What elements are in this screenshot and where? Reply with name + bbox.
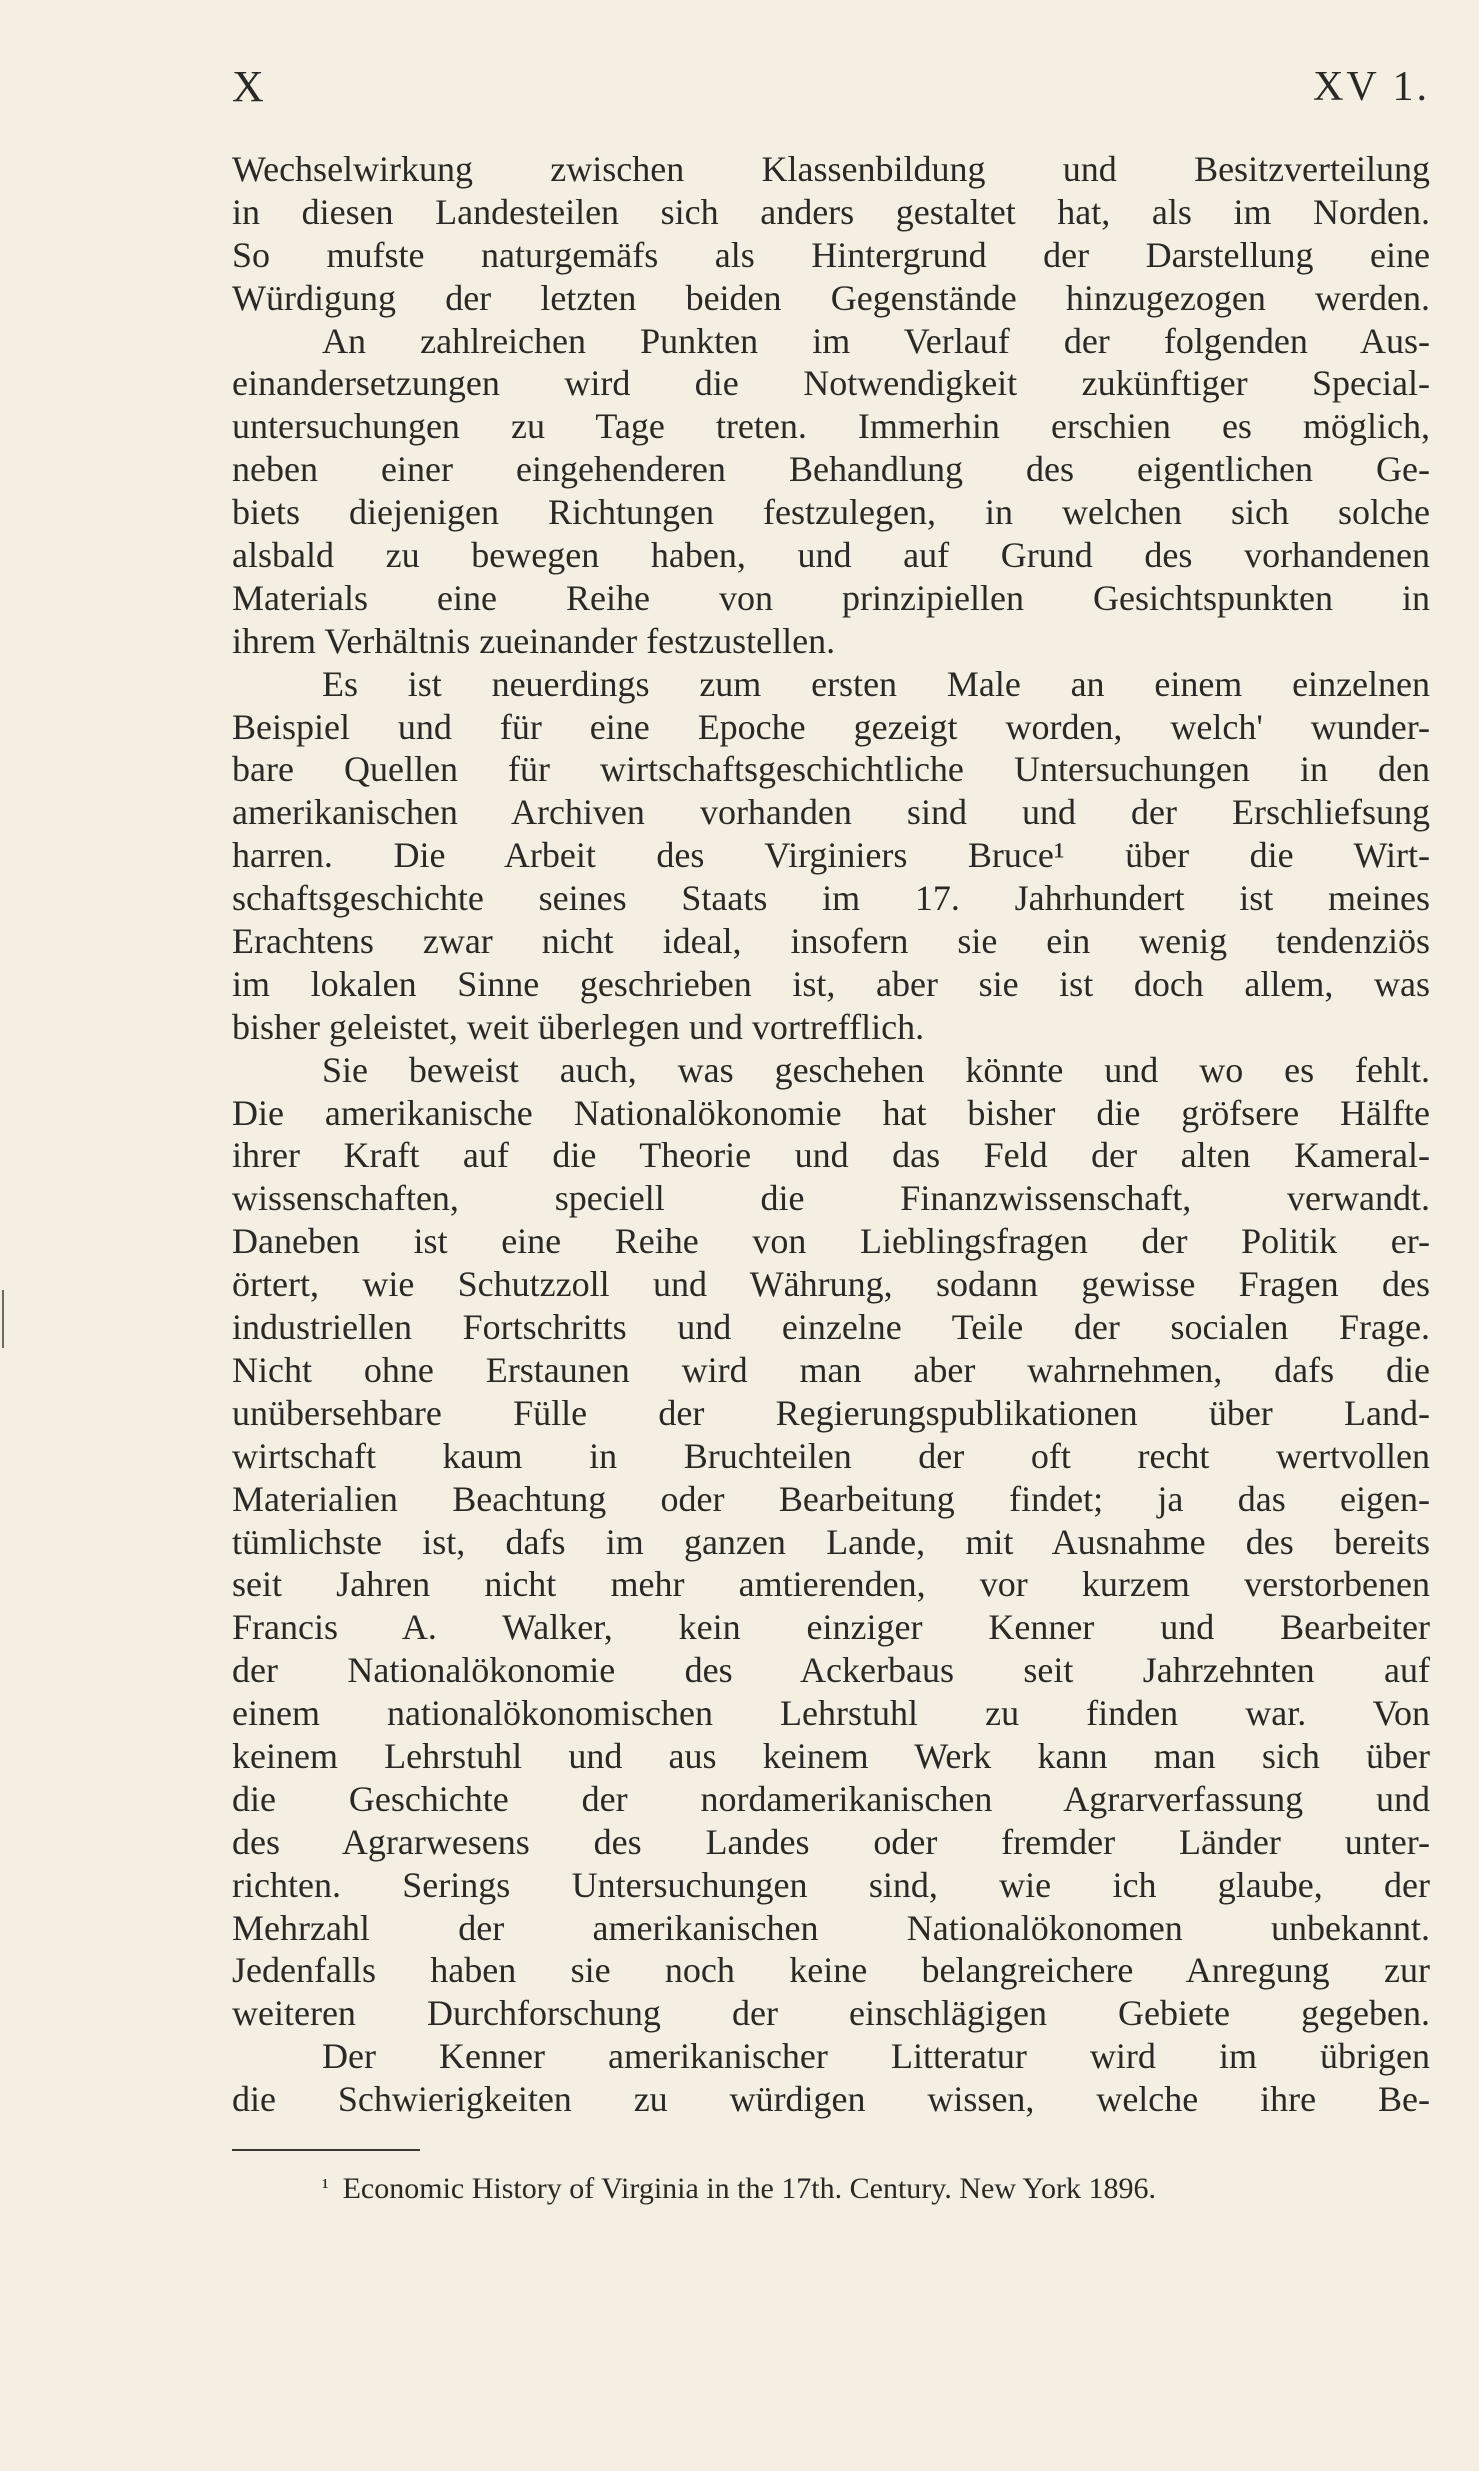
text-line: wissenschaften, speciell die Finanzwissenschaft, verwandt.	[232, 1178, 1430, 1219]
margin-mark	[2, 1290, 4, 1348]
text-line: Daneben ist eine Reihe von Lieblingsfragen der Politik er-	[232, 1221, 1430, 1262]
text-line: unübersehbare Fülle der Regierungspublikationen über Land-	[232, 1392, 1430, 1433]
text-line: keinem Lehrstuhl und aus keinem Werk kann man sich über	[232, 1735, 1430, 1776]
text-line: untersuchungen zu Tage treten. Immerhin erschien es möglich,	[232, 406, 1430, 447]
chapter-numeral: X	[232, 62, 264, 111]
text-line: ihrem Verhältnis zueinander festzustellen.	[232, 620, 836, 661]
text-line: Beispiel und für eine Epoche gezeigt worden, welch' wunder-	[232, 706, 1430, 747]
running-header	[232, 62, 1430, 112]
text-line: die Geschichte der nordamerikanischen Agrarverfassung und	[232, 1778, 1430, 1819]
footnote-text: Economic History of Virginia in the 17th. Century. New York 1896.	[342, 2172, 1157, 2206]
text-line: harren. Die Arbeit des Virginiers Bruce¹ über die Wirt-	[232, 835, 1430, 876]
footnote	[232, 2169, 1430, 2209]
text-line: Würdigung der letzten beiden Gegenstände hinzugezogen werden.	[232, 277, 1430, 318]
text-line: bisher geleistet, weit überlegen und vortrefflich.	[232, 1006, 925, 1047]
text-line: Materialien Beachtung oder Bearbeitung findet; ja das eigen-	[232, 1478, 1430, 1519]
text-line: ihrer Kraft auf die Theorie und das Feld der alten Kameral-	[232, 1135, 1430, 1176]
text-line: die Schwierigkeiten zu würdigen wissen, welche ihre Be-	[232, 2079, 1430, 2120]
text-line: industriellen Fortschritts und einzelne Teile der socialen Frage.	[232, 1307, 1430, 1348]
text-line: So mufste naturgemäfs als Hintergrund der Darstellung eine	[232, 234, 1430, 275]
text-line: amerikanischen Archiven vorhanden sind und der Erschliefsung	[232, 792, 1430, 833]
text-line: Der Kenner amerikanischer Litteratur wird im übrigen	[322, 2036, 1430, 2077]
body-text	[232, 148, 1430, 2121]
text-line: Die amerikanische Nationalökonomie hat bisher die gröfsere Hälfte	[232, 1092, 1430, 1133]
text-line: weiteren Durchforschung der einschlägigen Gebiete gegeben.	[232, 1993, 1430, 2034]
text-line: örtert, wie Schutzzoll und Währung, sodann gewisse Fragen des	[232, 1264, 1430, 1305]
text-line: Nicht ohne Erstaunen wird man aber wahrnehmen, dafs die	[232, 1349, 1430, 1390]
text-line: biets diejenigen Richtungen festzulegen, in welchen sich solche	[232, 492, 1430, 533]
text-line: neben einer eingehenderen Behandlung des eigentlichen Ge-	[232, 449, 1430, 490]
footnote-mark: ¹	[322, 2174, 329, 2200]
text-line: des Agrarwesens des Landes oder fremder Länder unter-	[232, 1821, 1430, 1862]
text-line: Sie beweist auch, was geschehen könnte und wo es fehlt.	[322, 1049, 1430, 1090]
text-line: Wechselwirkung zwischen Klassenbildung und Besitzverteilung	[232, 149, 1430, 189]
text-line: bare Quellen für wirtschaftsgeschichtliche Untersuchungen in den	[232, 749, 1430, 790]
text-line: seit Jahren nicht mehr amtierenden, vor kurzem verstorbenen	[232, 1564, 1430, 1605]
text-line: wirtschaft kaum in Bruchteilen der oft recht wertvollen	[232, 1435, 1430, 1476]
text-line: im lokalen Sinne geschrieben ist, aber sie ist doch allem, was	[232, 963, 1430, 1004]
text-line: einem nationalökonomischen Lehrstuhl zu finden war. Von	[232, 1693, 1430, 1734]
text-line: schaftsgeschichte seines Staats im 17. Jahrhundert ist meines	[232, 878, 1430, 919]
text-line: Es ist neuerdings zum ersten Male an einem einzelnen	[322, 663, 1430, 704]
text-line: An zahlreichen Punkten im Verlauf der folgenden Aus-	[322, 320, 1430, 361]
text-line: Francis A. Walker, kein einziger Kenner und Bearbeiter	[232, 1607, 1430, 1648]
text-line: richten. Serings Untersuchungen sind, wie ich glaube, der	[232, 1864, 1430, 1905]
text-line: Mehrzahl der amerikanischen Nationalökonomen unbekannt.	[232, 1907, 1430, 1948]
footnote-rule	[232, 2149, 420, 2151]
text-line: in diesen Landesteilen sich anders gestaltet hat, als im Norden.	[232, 191, 1430, 232]
page-designation: XV 1.	[1313, 64, 1430, 110]
text-line: der Nationalökonomie des Ackerbaus seit Jahrzehnten auf	[232, 1650, 1430, 1691]
text-line: alsbald zu bewegen haben, und auf Grund des vorhandenen	[232, 535, 1430, 576]
text-line: einandersetzungen wird die Notwendigkeit zukünftiger Special-	[232, 363, 1430, 404]
text-line: Jedenfalls haben sie noch keine belangreichere Anregung zur	[232, 1950, 1430, 1991]
text-line: tümlichste ist, dafs im ganzen Lande, mit Ausnahme des bereits	[232, 1521, 1430, 1562]
text-line: Erachtens zwar nicht ideal, insofern sie ein wenig tendenziös	[232, 921, 1430, 962]
text-line: Materials eine Reihe von prinzipiellen Gesichtspunkten in	[232, 577, 1430, 618]
